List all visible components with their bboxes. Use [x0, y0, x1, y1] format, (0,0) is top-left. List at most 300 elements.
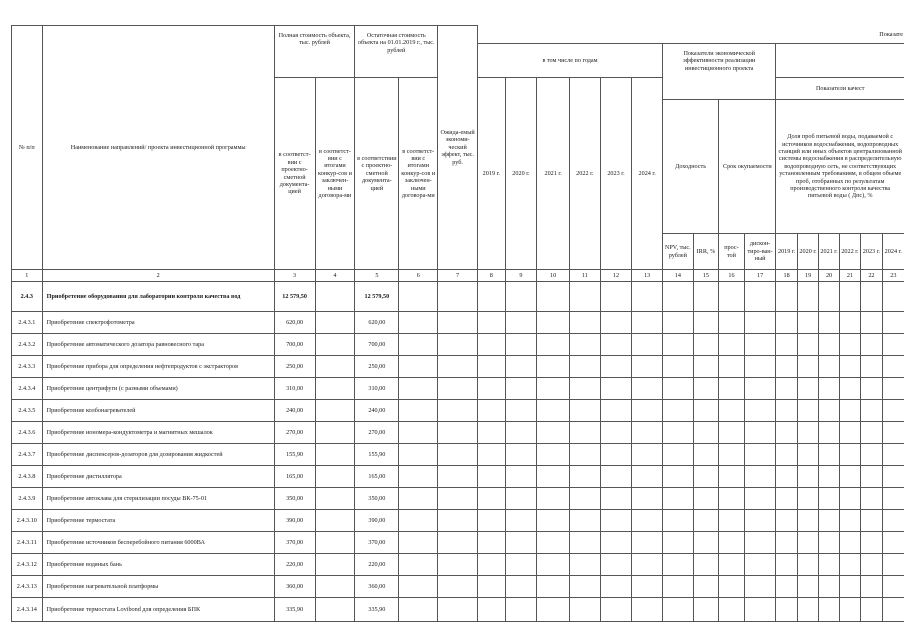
- empty-cell: [632, 554, 663, 576]
- empty-cell: [478, 598, 506, 622]
- empty-cell: [632, 312, 663, 334]
- empty-cell: [839, 312, 860, 334]
- empty-cell: [399, 378, 438, 400]
- empty-cell: [693, 282, 719, 312]
- empty-cell: [632, 598, 663, 622]
- empty-cell: [478, 334, 506, 356]
- empty-cell: [839, 532, 860, 554]
- row-full-cost: 270,00: [274, 422, 315, 444]
- empty-cell: [438, 378, 478, 400]
- empty-cell: [776, 576, 797, 598]
- empty-cell: [719, 488, 745, 510]
- table-row: [12, 554, 905, 576]
- empty-cell: [537, 444, 570, 466]
- row-full-cost: 335,90: [274, 598, 315, 622]
- row-name: Приобретение дистиллятора: [42, 466, 274, 488]
- empty-cell: [819, 444, 839, 466]
- empty-cell: [719, 444, 745, 466]
- empty-cell: [399, 356, 438, 378]
- empty-cell: [632, 422, 663, 444]
- row-residual-cost: 310,00: [355, 378, 399, 400]
- column-number: 8: [478, 270, 506, 282]
- empty-cell: [478, 444, 506, 466]
- empty-cell: [861, 356, 882, 378]
- row-full-cost: 350,00: [274, 488, 315, 510]
- header-blank-right: [776, 44, 904, 78]
- row-residual-cost: 220,00: [355, 554, 399, 576]
- empty-cell: [438, 444, 478, 466]
- empty-cell: [819, 282, 839, 312]
- empty-cell: [600, 576, 632, 598]
- empty-cell: [744, 356, 776, 378]
- empty-cell: [478, 554, 506, 576]
- empty-cell: [819, 598, 839, 622]
- empty-cell: [438, 576, 478, 598]
- empty-cell: [632, 282, 663, 312]
- empty-cell: [505, 334, 537, 356]
- empty-cell: [839, 422, 860, 444]
- row-name: Приобретение нагревательной платформы: [42, 576, 274, 598]
- column-number: 20: [819, 270, 839, 282]
- row-name: Приобретение термостата Lovibond для определения БПК: [42, 598, 274, 622]
- table-row: [12, 422, 905, 444]
- empty-cell: [797, 466, 818, 488]
- empty-cell: [744, 444, 776, 466]
- empty-cell: [505, 576, 537, 598]
- empty-cell: [600, 356, 632, 378]
- empty-cell: [478, 400, 506, 422]
- header-indicators-top: Показате: [478, 26, 904, 44]
- empty-cell: [819, 312, 839, 334]
- empty-cell: [819, 400, 839, 422]
- empty-cell: [719, 356, 745, 378]
- header-by-years: в том числе по годам: [478, 44, 663, 78]
- row-full-cost: 360,00: [274, 576, 315, 598]
- row-number: 2.4.3.7: [12, 444, 43, 466]
- header-residual-cost-contracts: в соответст-вии с итогами конкур-сов и заключен-ными договора-ми: [399, 78, 438, 270]
- empty-cell: [632, 334, 663, 356]
- empty-cell: [744, 576, 776, 598]
- empty-cell: [861, 378, 882, 400]
- empty-cell: [570, 356, 601, 378]
- empty-cell: [882, 400, 904, 422]
- empty-cell: [399, 532, 438, 554]
- empty-cell: [719, 400, 745, 422]
- empty-cell: [399, 400, 438, 422]
- empty-cell: [861, 400, 882, 422]
- row-number: 2.4.3.3: [12, 356, 43, 378]
- header-year-2024: 2024 г.: [632, 78, 663, 270]
- empty-cell: [505, 532, 537, 554]
- column-number: 12: [600, 270, 632, 282]
- row-full-cost: 220,00: [274, 554, 315, 576]
- empty-cell: [315, 488, 355, 510]
- header-year-2021: 2021 г.: [537, 78, 570, 270]
- empty-cell: [839, 510, 860, 532]
- empty-cell: [505, 422, 537, 444]
- column-number: 23: [882, 270, 904, 282]
- empty-cell: [819, 466, 839, 488]
- table-row: [12, 334, 905, 356]
- header-project-name: Наименование направлений/ проекта инвестиционной программы: [42, 26, 274, 270]
- empty-cell: [399, 488, 438, 510]
- column-number: 13: [632, 270, 663, 282]
- column-number: 2: [42, 270, 274, 282]
- row-name: Приобретение колбонагревателей: [42, 400, 274, 422]
- empty-cell: [399, 282, 438, 312]
- empty-cell: [861, 422, 882, 444]
- empty-cell: [438, 400, 478, 422]
- empty-cell: [662, 598, 693, 622]
- empty-cell: [861, 554, 882, 576]
- empty-cell: [839, 378, 860, 400]
- row-name: Приобретение иономера-кондуктометра и магнитных мешалок: [42, 422, 274, 444]
- empty-cell: [861, 510, 882, 532]
- row-residual-cost: 370,00: [355, 532, 399, 554]
- empty-cell: [632, 378, 663, 400]
- column-number: 22: [861, 270, 882, 282]
- empty-cell: [744, 422, 776, 444]
- empty-cell: [570, 510, 601, 532]
- empty-cell: [399, 422, 438, 444]
- empty-cell: [570, 598, 601, 622]
- empty-cell: [570, 378, 601, 400]
- empty-cell: [693, 312, 719, 334]
- row-number: 2.4.3.9: [12, 488, 43, 510]
- empty-cell: [776, 510, 797, 532]
- empty-cell: [882, 576, 904, 598]
- empty-cell: [662, 378, 693, 400]
- column-number: 6: [399, 270, 438, 282]
- table-body: [12, 282, 905, 622]
- column-number: 17: [744, 270, 776, 282]
- empty-cell: [776, 334, 797, 356]
- empty-cell: [537, 576, 570, 598]
- row-number: 2.4.3.10: [12, 510, 43, 532]
- empty-cell: [505, 510, 537, 532]
- empty-cell: [662, 282, 693, 312]
- empty-cell: [399, 444, 438, 466]
- empty-cell: [537, 532, 570, 554]
- empty-cell: [882, 466, 904, 488]
- empty-cell: [819, 334, 839, 356]
- empty-cell: [662, 422, 693, 444]
- row-full-cost: 620,00: [274, 312, 315, 334]
- empty-cell: [537, 598, 570, 622]
- empty-cell: [693, 356, 719, 378]
- empty-cell: [776, 532, 797, 554]
- row-number: 2.4.3.6: [12, 422, 43, 444]
- empty-cell: [315, 444, 355, 466]
- empty-cell: [399, 576, 438, 598]
- table-row: [12, 532, 905, 554]
- column-number: 10: [537, 270, 570, 282]
- empty-cell: [438, 466, 478, 488]
- empty-cell: [315, 334, 355, 356]
- empty-cell: [744, 554, 776, 576]
- column-number: 16: [719, 270, 745, 282]
- empty-cell: [861, 312, 882, 334]
- empty-cell: [882, 356, 904, 378]
- empty-cell: [315, 356, 355, 378]
- empty-cell: [744, 378, 776, 400]
- empty-cell: [600, 488, 632, 510]
- empty-cell: [315, 598, 355, 622]
- row-full-cost: 390,00: [274, 510, 315, 532]
- row-residual-cost: 250,00: [355, 356, 399, 378]
- empty-cell: [861, 576, 882, 598]
- empty-cell: [744, 510, 776, 532]
- table-row: [12, 282, 905, 312]
- empty-cell: [693, 378, 719, 400]
- header-payback-discounted: дискон-тиро-ван-ный: [744, 234, 776, 270]
- header-irr: IRR, %: [693, 234, 719, 270]
- empty-cell: [478, 356, 506, 378]
- empty-cell: [537, 400, 570, 422]
- empty-cell: [819, 576, 839, 598]
- empty-cell: [744, 488, 776, 510]
- empty-cell: [315, 400, 355, 422]
- header-share-2019: 2019 г.: [776, 234, 797, 270]
- empty-cell: [776, 444, 797, 466]
- empty-cell: [839, 554, 860, 576]
- empty-cell: [505, 444, 537, 466]
- header-share-2024: 2024 г.: [882, 234, 904, 270]
- row-number: 2.4.3.8: [12, 466, 43, 488]
- empty-cell: [600, 444, 632, 466]
- row-full-cost: 310,00: [274, 378, 315, 400]
- empty-cell: [719, 378, 745, 400]
- empty-cell: [797, 554, 818, 576]
- empty-cell: [861, 444, 882, 466]
- row-full-cost: 700,00: [274, 334, 315, 356]
- empty-cell: [505, 400, 537, 422]
- empty-cell: [776, 466, 797, 488]
- empty-cell: [478, 466, 506, 488]
- empty-cell: [438, 356, 478, 378]
- empty-cell: [537, 510, 570, 532]
- empty-cell: [662, 554, 693, 576]
- header-full-cost-design: в соответст-вии с проектно-сметной документа-цией: [274, 78, 315, 270]
- empty-cell: [693, 400, 719, 422]
- empty-cell: [819, 356, 839, 378]
- investment-program-table: [11, 25, 904, 622]
- header-payback: Срок окупаемости: [719, 100, 776, 234]
- empty-cell: [662, 466, 693, 488]
- empty-cell: [537, 356, 570, 378]
- row-number: 2.4.3.2: [12, 334, 43, 356]
- row-residual-cost: 390,00: [355, 510, 399, 532]
- empty-cell: [478, 510, 506, 532]
- column-number: 5: [355, 270, 399, 282]
- empty-cell: [632, 510, 663, 532]
- empty-cell: [693, 598, 719, 622]
- empty-cell: [632, 576, 663, 598]
- row-full-cost: 165,00: [274, 466, 315, 488]
- empty-cell: [537, 554, 570, 576]
- empty-cell: [797, 334, 818, 356]
- empty-cell: [478, 422, 506, 444]
- empty-cell: [662, 444, 693, 466]
- empty-cell: [776, 422, 797, 444]
- row-residual-cost: 12 579,50: [355, 282, 399, 312]
- row-number: 2.4.3.13: [12, 576, 43, 598]
- row-residual-cost: 335,90: [355, 598, 399, 622]
- row-residual-cost: 240,00: [355, 400, 399, 422]
- empty-cell: [600, 510, 632, 532]
- table-row: [12, 598, 905, 622]
- header-water-share: Доля проб питьевой воды, подаваемой с источников водоснабжения, водопроводных станций или иных объектов централизованной системы водоснабжения в распределительную водопроводную сеть, не соответствующих установленным требованиям, в общем объеме проб, отобранных по результатам производственного контроля качества питьевой воды ( Дпс), %: [776, 100, 904, 234]
- empty-cell: [819, 532, 839, 554]
- table-row: [12, 510, 905, 532]
- empty-cell: [839, 356, 860, 378]
- empty-cell: [478, 576, 506, 598]
- empty-cell: [537, 334, 570, 356]
- header-year-2022: 2022 г.: [570, 78, 601, 270]
- empty-cell: [719, 312, 745, 334]
- empty-cell: [744, 334, 776, 356]
- empty-cell: [315, 510, 355, 532]
- empty-cell: [570, 554, 601, 576]
- empty-cell: [505, 356, 537, 378]
- row-number: 2.4.3.12: [12, 554, 43, 576]
- empty-cell: [861, 488, 882, 510]
- row-number: 2.4.3.14: [12, 598, 43, 622]
- empty-cell: [537, 312, 570, 334]
- row-number: 2.4.3.1: [12, 312, 43, 334]
- empty-cell: [632, 356, 663, 378]
- empty-cell: [570, 312, 601, 334]
- empty-cell: [719, 510, 745, 532]
- header-share-2021: 2021 г.: [819, 234, 839, 270]
- empty-cell: [819, 378, 839, 400]
- empty-cell: [719, 576, 745, 598]
- empty-cell: [570, 488, 601, 510]
- empty-cell: [505, 282, 537, 312]
- empty-cell: [744, 312, 776, 334]
- row-residual-cost: 360,00: [355, 576, 399, 598]
- column-number: 3: [274, 270, 315, 282]
- empty-cell: [839, 282, 860, 312]
- empty-cell: [882, 598, 904, 622]
- header-share-2023: 2023 г.: [861, 234, 882, 270]
- empty-cell: [882, 444, 904, 466]
- empty-cell: [438, 488, 478, 510]
- empty-cell: [662, 532, 693, 554]
- row-full-cost: 12 579,50: [274, 282, 315, 312]
- row-number: 2.4.3: [12, 282, 43, 312]
- empty-cell: [632, 400, 663, 422]
- empty-cell: [600, 422, 632, 444]
- empty-cell: [537, 488, 570, 510]
- empty-cell: [693, 422, 719, 444]
- empty-cell: [744, 532, 776, 554]
- header-profitability: Доходность: [662, 100, 718, 234]
- empty-cell: [570, 334, 601, 356]
- empty-cell: [839, 488, 860, 510]
- empty-cell: [399, 554, 438, 576]
- row-residual-cost: 165,00: [355, 466, 399, 488]
- empty-cell: [662, 488, 693, 510]
- header-year-2019: 2019 г.: [478, 78, 506, 270]
- empty-cell: [776, 400, 797, 422]
- empty-cell: [662, 334, 693, 356]
- empty-cell: [399, 510, 438, 532]
- table-row: [12, 356, 905, 378]
- empty-cell: [315, 378, 355, 400]
- column-number: 11: [570, 270, 601, 282]
- empty-cell: [600, 282, 632, 312]
- empty-cell: [537, 466, 570, 488]
- empty-cell: [693, 510, 719, 532]
- empty-cell: [438, 598, 478, 622]
- empty-cell: [861, 282, 882, 312]
- empty-cell: [662, 576, 693, 598]
- header-row-number: № п/п: [12, 26, 43, 270]
- row-name: Приобретение источников бесперебойного питания 6000ВА: [42, 532, 274, 554]
- empty-cell: [315, 532, 355, 554]
- empty-cell: [861, 532, 882, 554]
- empty-cell: [537, 422, 570, 444]
- empty-cell: [632, 488, 663, 510]
- empty-cell: [719, 422, 745, 444]
- row-name: Приобретение оборудования для лаборатории контроля качества вод: [42, 282, 274, 312]
- empty-cell: [693, 466, 719, 488]
- table-row: [12, 444, 905, 466]
- empty-cell: [505, 378, 537, 400]
- empty-cell: [438, 422, 478, 444]
- empty-cell: [537, 378, 570, 400]
- empty-cell: [839, 576, 860, 598]
- column-number: 15: [693, 270, 719, 282]
- empty-cell: [315, 554, 355, 576]
- empty-cell: [797, 532, 818, 554]
- empty-cell: [478, 378, 506, 400]
- row-residual-cost: 620,00: [355, 312, 399, 334]
- header-quality-indicators: Показатели качест: [776, 78, 904, 100]
- empty-cell: [505, 598, 537, 622]
- table-row: [12, 400, 905, 422]
- empty-cell: [505, 554, 537, 576]
- column-number: 18: [776, 270, 797, 282]
- empty-cell: [438, 334, 478, 356]
- empty-cell: [478, 282, 506, 312]
- row-name: Приобретение автоматического дозатора равновесного тара: [42, 334, 274, 356]
- empty-cell: [797, 356, 818, 378]
- empty-cell: [600, 466, 632, 488]
- empty-cell: [882, 488, 904, 510]
- empty-cell: [570, 282, 601, 312]
- table-row: [12, 576, 905, 598]
- empty-cell: [693, 576, 719, 598]
- header-full-cost-contracts: в соответст-вии с итогами конкур-сов и заключен-ными договора-ми: [315, 78, 355, 270]
- empty-cell: [797, 282, 818, 312]
- empty-cell: [693, 554, 719, 576]
- empty-cell: [632, 466, 663, 488]
- row-full-cost: 370,00: [274, 532, 315, 554]
- column-number: 9: [505, 270, 537, 282]
- empty-cell: [438, 510, 478, 532]
- empty-cell: [882, 312, 904, 334]
- empty-cell: [882, 554, 904, 576]
- empty-cell: [797, 598, 818, 622]
- row-full-cost: 240,00: [274, 400, 315, 422]
- empty-cell: [693, 488, 719, 510]
- row-name: Приобретение центрифуги (с разными объемами): [42, 378, 274, 400]
- empty-cell: [776, 378, 797, 400]
- empty-cell: [315, 422, 355, 444]
- empty-cell: [719, 334, 745, 356]
